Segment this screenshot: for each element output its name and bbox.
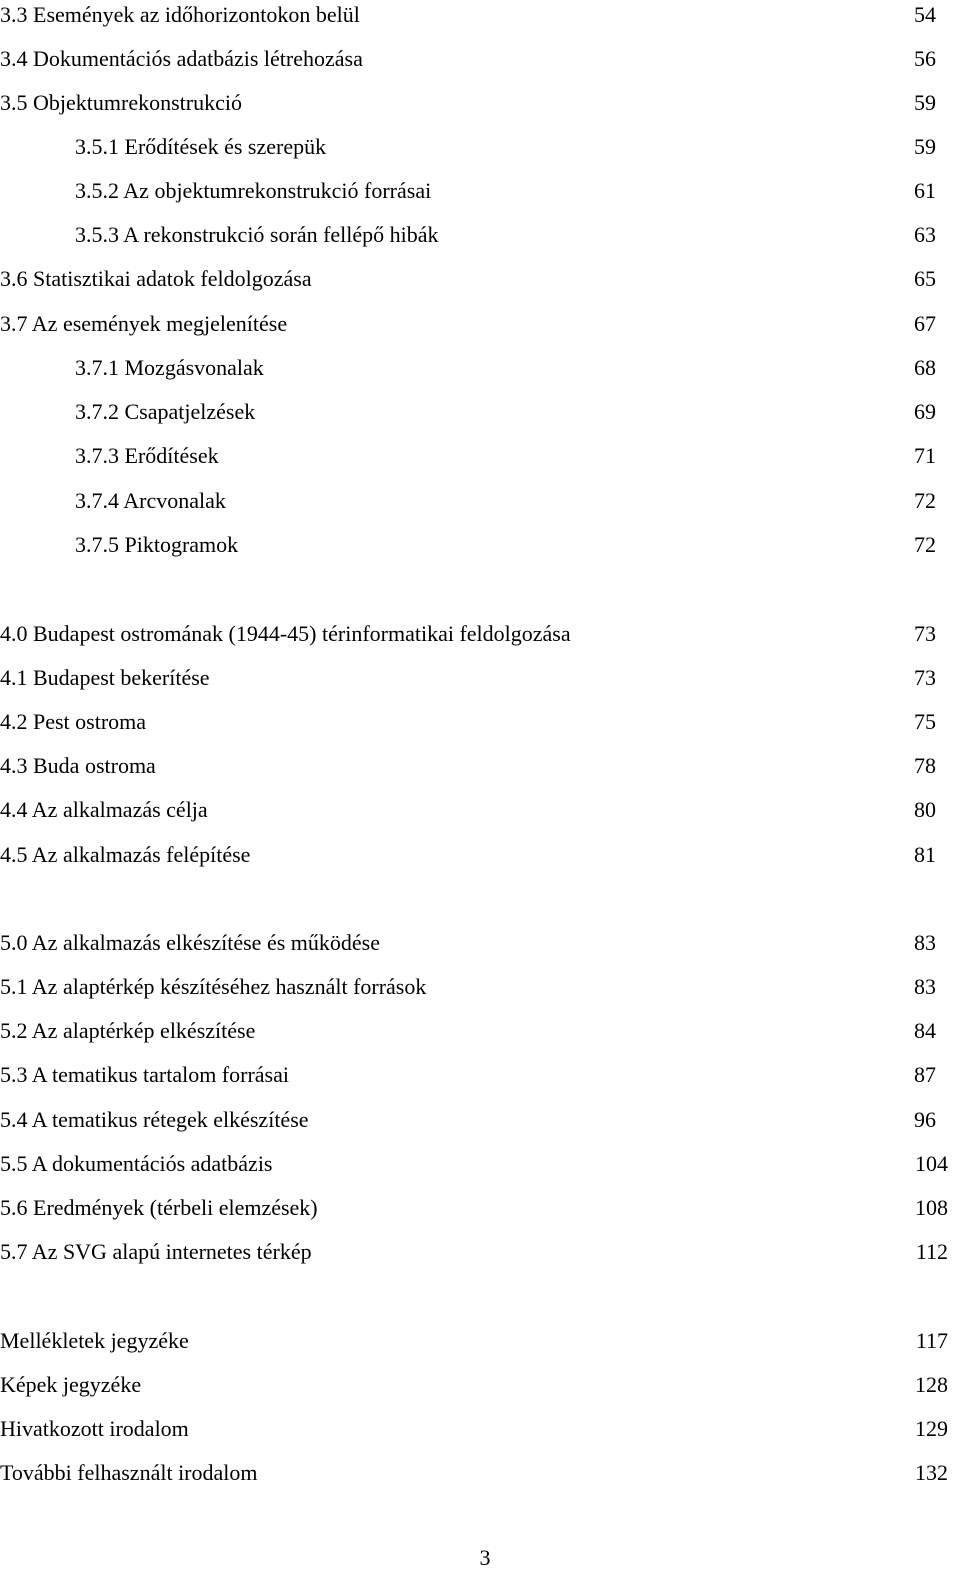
toc-entry bbox=[0, 309, 948, 339]
toc-entry bbox=[0, 1060, 948, 1090]
toc-entry bbox=[0, 619, 948, 649]
toc-entry-page: 56 bbox=[914, 46, 936, 71]
toc-entry-label: 3.4 Dokumentációs adatbázis létrehozása bbox=[0, 46, 363, 71]
toc-entry-label: Képek jegyzéke bbox=[0, 1372, 142, 1397]
toc-entry-label: 3.7.4 Arcvonalak bbox=[75, 488, 226, 513]
toc-entry-page: 65 bbox=[914, 266, 936, 291]
toc-entry-label: Hivatkozott irodalom bbox=[0, 1416, 189, 1441]
toc-entry-page: 61 bbox=[914, 178, 936, 203]
toc-entry bbox=[0, 397, 948, 427]
toc-entry bbox=[0, 795, 948, 825]
toc-entry-label: 3.7.3 Erődítések bbox=[75, 443, 219, 468]
toc-entry-label: 3.7.5 Piktogramok bbox=[75, 532, 239, 557]
toc-entry-label: 3.6 Statisztikai adatok feldolgozása bbox=[0, 266, 312, 291]
toc-entry-page: 73 bbox=[914, 621, 936, 646]
toc-entry-label: További felhasznált irodalom bbox=[0, 1460, 258, 1485]
toc-entry-label: 4.3 Buda ostroma bbox=[0, 753, 156, 778]
page-number: 3 bbox=[479, 1545, 491, 1570]
toc-entry-page: 84 bbox=[914, 1018, 936, 1043]
toc-entry-page: 117 bbox=[915, 1328, 948, 1353]
toc-entry-label: 3.7.2 Csapatjelzések bbox=[75, 399, 256, 424]
toc-entry-page: 59 bbox=[914, 134, 936, 159]
toc-entry bbox=[0, 972, 948, 1002]
toc-entry-label: 4.1 Budapest bekerítése bbox=[0, 665, 210, 690]
toc-entry bbox=[0, 928, 948, 958]
toc-entry-page: 67 bbox=[914, 311, 936, 336]
toc-entry-page: 104 bbox=[915, 1151, 948, 1176]
toc-entry-page: 68 bbox=[914, 355, 936, 380]
toc-entry-page: 81 bbox=[914, 842, 936, 867]
toc-entry-label: 5.1 Az alaptérkép készítéséhez használt források bbox=[0, 974, 427, 999]
toc-entry-page: 129 bbox=[915, 1416, 948, 1441]
toc-entry-page: 96 bbox=[914, 1107, 936, 1132]
toc-entry bbox=[0, 663, 948, 693]
toc-entry bbox=[0, 1370, 948, 1400]
toc-entry-label: 5.4 A tematikus rétegek elkészítése bbox=[0, 1107, 309, 1132]
toc-entry-label: 3.5 Objektumrekonstrukció bbox=[0, 90, 242, 115]
toc-entry bbox=[0, 1016, 948, 1046]
toc-entry-label: 5.3 A tematikus tartalom forrásai bbox=[0, 1062, 289, 1087]
toc-entry-page: 80 bbox=[914, 797, 936, 822]
toc-entry bbox=[0, 132, 948, 162]
toc-entry-label: 5.6 Eredmények (térbeli elemzések) bbox=[0, 1195, 318, 1220]
toc-entry-label: 3.7 Az események megjelenítése bbox=[0, 311, 288, 336]
toc-entry bbox=[0, 1458, 948, 1488]
toc-entry-page: 132 bbox=[915, 1460, 948, 1485]
toc-entry-label: 5.5 A dokumentációs adatbázis bbox=[0, 1151, 273, 1176]
toc-entry-label: 4.5 Az alkalmazás felépítése bbox=[0, 842, 251, 867]
toc-entry bbox=[0, 176, 948, 206]
toc-entry-label: 3.5.2 Az objektumrekonstrukció forrásai bbox=[75, 178, 432, 203]
toc-entry bbox=[0, 220, 948, 250]
toc-entry bbox=[0, 1149, 948, 1179]
toc-entry bbox=[0, 1105, 948, 1135]
toc-entry-page: 78 bbox=[914, 753, 936, 778]
toc-entry-label: 4.4 Az alkalmazás célja bbox=[0, 797, 208, 822]
toc-entry-page: 59 bbox=[914, 90, 936, 115]
toc-entry-page: 54 bbox=[914, 2, 936, 27]
toc-entry bbox=[0, 353, 948, 383]
toc-entry-page: 128 bbox=[915, 1372, 948, 1397]
toc-entry-page: 83 bbox=[914, 930, 936, 955]
toc-entry bbox=[0, 0, 948, 30]
toc-entry-label: 3.5.3 A rekonstrukció során fellépő hibák bbox=[75, 222, 439, 247]
toc-entry bbox=[0, 264, 948, 294]
toc-entry-label: 4.2 Pest ostroma bbox=[0, 709, 147, 734]
toc-entry-page: 69 bbox=[914, 399, 936, 424]
toc-entry-label: 3.7.1 Mozgásvonalak bbox=[75, 355, 264, 380]
toc-entry-label: 3.5.1 Erődítések és szerepük bbox=[75, 134, 327, 159]
toc-entry bbox=[0, 751, 948, 781]
toc-entry bbox=[0, 1237, 948, 1267]
toc-entry bbox=[0, 840, 948, 870]
toc-entry-page: 87 bbox=[914, 1062, 936, 1087]
toc-entry bbox=[0, 88, 948, 118]
toc-entry-page: 72 bbox=[914, 488, 936, 513]
toc-entry bbox=[0, 1193, 948, 1223]
toc-entry-page: 72 bbox=[914, 532, 936, 557]
toc-entry-label: 3.3 Események az időhorizontokon belül bbox=[0, 2, 360, 27]
toc-entry-page: 108 bbox=[915, 1195, 948, 1220]
toc-entry bbox=[0, 441, 948, 471]
toc-entry bbox=[0, 1326, 948, 1356]
toc-entry bbox=[0, 530, 948, 560]
toc-entry bbox=[0, 707, 948, 737]
toc-entry-page: 83 bbox=[914, 974, 936, 999]
toc-entry-page: 73 bbox=[914, 665, 936, 690]
toc-entry bbox=[0, 44, 948, 74]
toc-entry-label: Mellékletek jegyzéke bbox=[0, 1328, 189, 1353]
toc-entry-page: 71 bbox=[914, 443, 936, 468]
toc-entry-page: 63 bbox=[914, 222, 936, 247]
toc-entry-page: 75 bbox=[914, 709, 936, 734]
toc-entry bbox=[0, 1414, 948, 1444]
toc-entry bbox=[0, 486, 948, 516]
toc-entry-label: 5.2 Az alaptérkép elkészítése bbox=[0, 1018, 256, 1043]
toc-entry-label: 4.0 Budapest ostromának (1944-45) térinformatikai feldolgozása bbox=[0, 621, 571, 646]
toc-entry-label: 5.0 Az alkalmazás elkészítése és működése bbox=[0, 930, 380, 955]
toc-entry-label: 5.7 Az SVG alapú internetes térkép bbox=[0, 1239, 312, 1264]
toc-entry-page: 112 bbox=[915, 1239, 948, 1264]
